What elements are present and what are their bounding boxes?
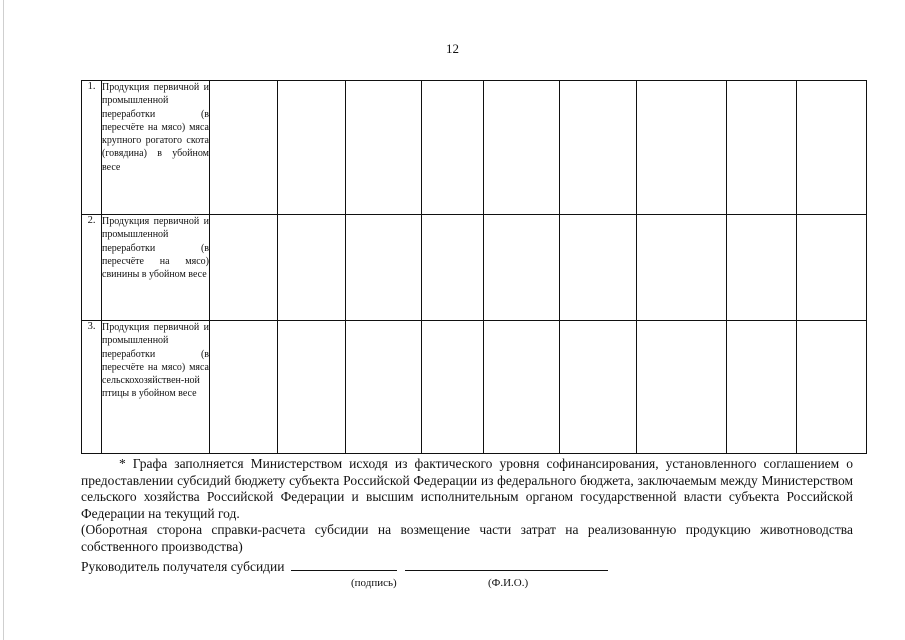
page-number: 12	[446, 41, 459, 56]
product-name: Продукция первичной и промышленной переработки (в пересчёте на мясо) мяса сельскохозяйствен-ной птицы в убойном весе	[102, 321, 210, 454]
empty-cell	[210, 215, 278, 321]
empty-cell	[637, 215, 727, 321]
empty-cell	[210, 81, 278, 215]
row-number: 2.	[82, 215, 102, 321]
empty-cell	[210, 321, 278, 454]
empty-cell	[560, 81, 637, 215]
empty-cell	[278, 215, 346, 321]
footnote-star-text: * Графа заполняется Министерством исходя из фактического уровня софинансирования, установленного соглашением о предоставлении субсидий бюджету субъекта Российской Федерации из федерального бюджета, заключаемым между Министерством сельского хозяйства Российской Федерации и высшим исполнительным органом государственной власти субъекта Российской Федерации на текущий год.	[81, 456, 853, 521]
empty-cell	[346, 81, 422, 215]
subsidy-table	[81, 80, 867, 454]
empty-cell	[727, 321, 797, 454]
signature-blank[interactable]	[291, 558, 397, 571]
empty-cell	[727, 81, 797, 215]
name-blank[interactable]	[405, 558, 608, 571]
empty-cell	[727, 215, 797, 321]
empty-cell	[797, 321, 867, 454]
empty-cell	[637, 81, 727, 215]
signature-line	[81, 558, 608, 575]
table-row	[82, 81, 867, 215]
empty-cell	[346, 321, 422, 454]
empty-cell	[797, 81, 867, 215]
table-row	[82, 215, 867, 321]
product-name: Продукция первичной и промышленной переработки (в пересчёте на мясо) мяса крупного рогатого скота (говядина) в убойном весе	[102, 81, 210, 215]
empty-cell	[278, 321, 346, 454]
footnote-block	[81, 456, 853, 555]
scan-edge-line	[3, 0, 4, 640]
empty-cell	[484, 215, 560, 321]
empty-cell	[797, 215, 867, 321]
empty-cell	[637, 321, 727, 454]
row-number: 3.	[82, 321, 102, 454]
row-number: 1.	[82, 81, 102, 215]
reverse-side-note: (Оборотная сторона справки-расчета субсидии на возмещение части затрат на реализованную продукцию животноводства собственного производства)	[81, 522, 853, 554]
empty-cell	[484, 81, 560, 215]
empty-cell	[484, 321, 560, 454]
signature-label: Руководитель получателя субсидии	[81, 559, 285, 574]
empty-cell	[422, 81, 484, 215]
empty-cell	[560, 321, 637, 454]
name-caption: (Ф.И.О.)	[488, 577, 529, 589]
empty-cell	[278, 81, 346, 215]
table-row	[82, 321, 867, 454]
empty-cell	[422, 215, 484, 321]
signature-caption: (подпись)	[351, 577, 397, 589]
product-name: Продукция первичной и промышленной переработки (в пересчёте на мясо) свинины в убойном весе	[102, 215, 210, 321]
empty-cell	[422, 321, 484, 454]
empty-cell	[346, 215, 422, 321]
empty-cell	[560, 215, 637, 321]
